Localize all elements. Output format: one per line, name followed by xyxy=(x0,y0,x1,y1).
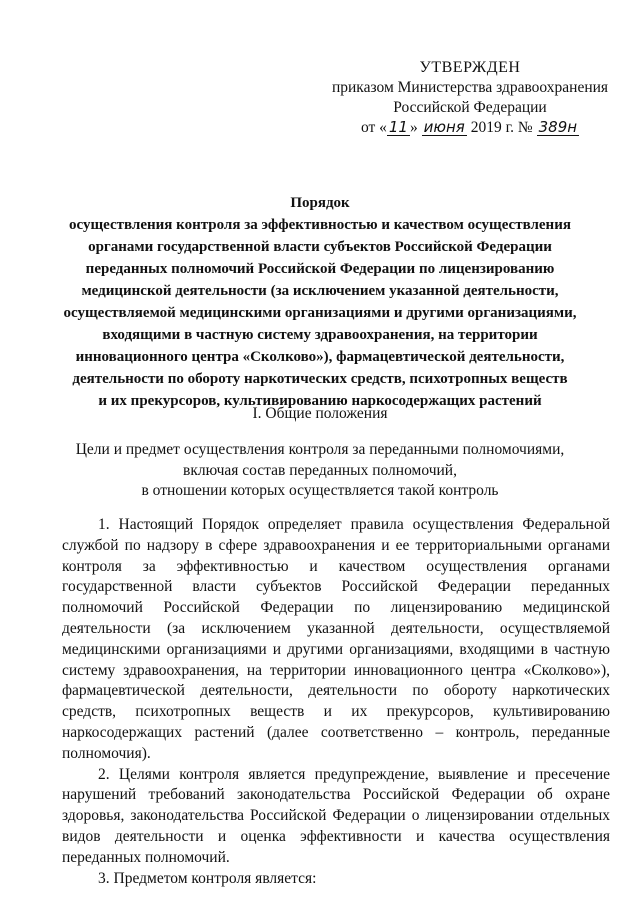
approval-line-2: Российской Федерации xyxy=(393,99,547,116)
handwritten-day: 11 xyxy=(388,118,408,136)
section-heading: I. Общие положения xyxy=(252,405,388,422)
paragraph-3: 3. Предметом контроля является: xyxy=(98,869,317,887)
approved-label: УТВЕРЖДЕН xyxy=(419,59,521,76)
approval-line-1: приказом Министерства здравоохранения xyxy=(331,79,609,96)
year-text: 2019 г. № xyxy=(466,119,537,136)
body-text xyxy=(62,515,610,889)
approval-block xyxy=(330,58,610,138)
subsection-line: включая состав переданных полномочий, xyxy=(183,461,457,479)
date-mid: » xyxy=(409,119,422,136)
title-line: входящими в частную систему здравоохранения, на территории xyxy=(102,327,538,343)
title-line: переданных полномочий Российской Федерации по лицензированию xyxy=(85,261,555,277)
title-heading: Порядок xyxy=(290,195,350,211)
title-line: медицинской деятельности (за исключением указанной деятельности, xyxy=(81,283,559,299)
subsection-heading xyxy=(40,440,600,502)
subsection-line: в отношении которых осуществляется такой контроль xyxy=(141,482,499,499)
title-line: и их прекурсоров, культивированию наркосодержащих растений xyxy=(98,393,542,409)
title-line: инновационного центра «Сколково»), фармацевтической деятельности, xyxy=(75,349,565,365)
subsection-line: Цели и предмет осуществления контроля за переданными полномочиями, xyxy=(75,441,565,458)
title-line: органами государственной власти субъектов Российской Федерации xyxy=(88,239,552,255)
handwritten-month: июня xyxy=(423,118,465,136)
document-title xyxy=(40,192,600,412)
paragraph-1: 1. Настоящий Порядок определяет правила осуществления Федеральной службой по надзору в сфере здравоохранения и ее территориальными органами контроля за эффективностью и качеством осуществления органами государственной власти субъектов Российской Федерации переданных полномочий Российской Федерации по лицензированию медицинской деятельности (за исключением указанной деятельности, осуществляемой медицинскими организациями и другими организациями, входящими в частную систему здравоохранения, на территории инновационного центра «Сколково»), фармацевтической деятельности, деятельности по обороту наркотических средств, психотропных веществ и их прекурсоров, культивированию наркосодержащих растений (далее соответственно – контроль, переданные полномочия). xyxy=(62,516,610,762)
paragraph-2: 2. Целями контроля является предупреждение, выявление и пресечение нарушений требований законодательства Российской Федерации об охране здоровья, законодательства Российской Федерации о лицензировании отдельных видов деятельности и оценка эффективности и качества осуществления переданных полномочий. xyxy=(62,765,610,866)
title-line: деятельности по обороту наркотических средств, психотропных веществ xyxy=(72,371,568,387)
approval-date-line xyxy=(330,118,610,138)
title-line: осуществляемой медицинскими организациями и другими организациями, xyxy=(63,305,577,321)
handwritten-order-number: 389н xyxy=(538,118,578,136)
title-line: осуществления контроля за эффективностью и качеством осуществления xyxy=(69,217,571,233)
date-prefix: от « xyxy=(360,119,387,136)
